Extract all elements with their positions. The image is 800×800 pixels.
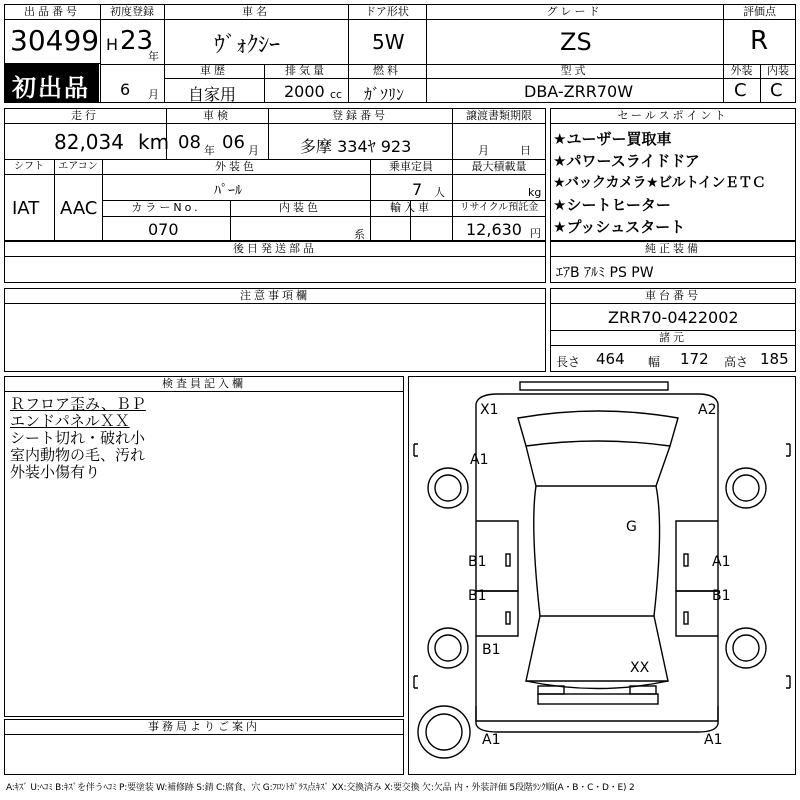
name-label: 車名	[242, 5, 270, 18]
mark-roof: G	[626, 519, 637, 535]
first-reg-label: 初度登録	[110, 5, 154, 18]
inspection-year: 08	[178, 132, 201, 153]
history-label: 車歴	[200, 64, 228, 77]
height-label: 高さ	[724, 355, 749, 369]
sales-point: ★プッシュスタート	[553, 218, 686, 236]
recycle-unit: 円	[530, 227, 541, 240]
width-value: 172	[680, 350, 709, 368]
interior-color-unit: 系	[354, 228, 365, 241]
dims-label: 諸元	[659, 331, 687, 344]
mark-left-door-rear: B1	[468, 588, 487, 604]
mileage-value: 82,034	[54, 130, 124, 154]
mark-right-door-front: A1	[712, 554, 731, 570]
load-unit: kg	[528, 186, 542, 199]
sales-point: ★バックカメラ★ビルトインＥＴＣ	[553, 175, 766, 191]
interior-color-label: 内装色	[279, 201, 321, 214]
color-label: 外装色	[215, 160, 257, 173]
displacement-unit: cc	[330, 88, 343, 101]
import-label: 輸入車	[390, 201, 432, 214]
color-value: ﾊﾟｰﾙ	[214, 183, 242, 199]
car-diagram	[408, 376, 796, 775]
legend-text: A:ｷｽﾞ U:ﾍｺﾐ B:ｷｽﾞを伴うﾍｺﾐ P:要塗装 W:補修跡 S:錆 C:腐食、穴 G:ﾌﾛﾝﾄｶﾞﾗｽ点ｷｽﾞ XX:交換済み X:要交換 欠:欠品 内・外装評価 5段階ﾗﾝｸ順(A・B・C・D・E) 2	[6, 783, 635, 793]
mark-rear-left: A1	[482, 732, 501, 748]
shift-label: シフト	[14, 161, 44, 172]
inspection-label: 車検	[203, 109, 231, 122]
inspector-line: シート切れ・破れ小	[10, 429, 146, 447]
transfer-day-unit: 日	[520, 144, 531, 157]
length-value: 464	[596, 350, 625, 368]
grade-value: ZS	[560, 28, 592, 56]
mark-right-door-rear: B1	[712, 588, 731, 604]
history-value: 自家用	[188, 85, 237, 104]
height-value: 185	[760, 350, 789, 368]
inspector-label: 検査員記入欄	[162, 377, 246, 390]
grade-label: グレード	[546, 5, 603, 18]
length-label: 長さ	[556, 355, 581, 369]
mark-left-quarter: B1	[482, 642, 501, 658]
displacement-value: 2000	[284, 82, 325, 101]
month: 6	[120, 80, 131, 99]
mileage-label: 走行	[71, 109, 99, 122]
color-no-label: カラーNo.	[131, 201, 201, 214]
mark-front-right: A2	[698, 402, 717, 418]
width-label: 幅	[648, 355, 661, 369]
model-label: 型式	[560, 64, 589, 77]
capacity-label: 乗車定員	[389, 160, 433, 173]
year-unit: 年	[148, 50, 159, 63]
sales-point: ★パワースライドドア	[553, 152, 700, 170]
month-unit: 月	[148, 88, 159, 101]
later-parts-label: 後日発送部品	[233, 242, 317, 255]
model-value: DBA-ZRR70W	[524, 82, 634, 101]
year: 23	[120, 26, 154, 56]
first-listing-text: 初出品	[12, 74, 90, 102]
score-label: 評価点	[743, 5, 776, 18]
load-label: 最大積載量	[471, 160, 527, 173]
inspection-year-unit: 年	[204, 144, 215, 157]
plate-value: 多摩 334ﾔ 923	[300, 137, 412, 156]
color-no-value: 070	[148, 220, 179, 239]
mark-left-front-fender: A1	[470, 452, 489, 468]
chassis-label: 車台番号	[645, 289, 701, 302]
car-name: ｳﾞｫｸｼｰ	[214, 33, 281, 58]
fuel-value: ｶﾞｿﾘﾝ	[364, 85, 405, 104]
recycle-value: 12,630	[466, 220, 522, 239]
sales-point: ★ユーザー買取車	[553, 130, 672, 148]
chassis-value: ZRR70-0422002	[608, 308, 739, 327]
lot-label: 出品番号	[24, 5, 80, 18]
era: H	[106, 35, 119, 54]
capacity-value: 7	[412, 180, 423, 199]
mark-rear-center: XX	[630, 660, 650, 676]
inspector-line: エンドパネルＸＸ	[10, 412, 130, 430]
score-value: R	[750, 26, 769, 56]
inspection-month-unit: 月	[248, 144, 259, 157]
notes-label: 注意事項欄	[240, 289, 310, 302]
inspection-month: 06	[222, 132, 245, 153]
sales-points-list	[553, 128, 765, 238]
inspector-line: 外装小傷有り	[10, 463, 101, 481]
interior-value: C	[770, 80, 783, 101]
sales-point: ★シートヒーター	[553, 196, 671, 214]
mark-rear-right: A1	[704, 732, 723, 748]
transfer-month-unit: 月	[478, 144, 489, 157]
door-label: ドア形状	[365, 5, 409, 18]
door-value: 5W	[372, 30, 405, 54]
plate-label: 登録番号	[332, 109, 388, 122]
office-label: 事務局よりご案内	[148, 720, 260, 733]
mark-front-left: X1	[480, 402, 499, 418]
capacity-unit: 人	[434, 186, 445, 199]
exterior-value: C	[734, 80, 747, 101]
mileage-unit: km	[138, 130, 170, 154]
inspector-line: Ｒフロア歪み、ＢＰ	[10, 395, 146, 413]
sales-points-label: セールスポイント	[617, 109, 729, 122]
inspector-line: 室内動物の毛、汚れ	[10, 446, 146, 464]
equipment-label: 純正装備	[645, 242, 701, 255]
shift-value: IAT	[12, 198, 40, 219]
inspector-notes	[10, 396, 146, 481]
equipment-value: ｴｱB ｱﾙﾐ PS PW	[556, 265, 654, 281]
displacement-label: 排気量	[285, 64, 327, 77]
ac-value: AAC	[60, 198, 98, 219]
transfer-label: 譲渡書類期限	[466, 109, 532, 122]
fuel-label: 燃料	[373, 64, 401, 77]
lot-number: 30499	[10, 24, 100, 57]
mark-left-door-front: B1	[468, 554, 487, 570]
exterior-label: 外装	[730, 64, 753, 77]
recycle-label: リサイクル預託金	[459, 202, 539, 213]
interior-label: 内装	[767, 64, 789, 77]
ac-label: エアコン	[58, 161, 98, 172]
